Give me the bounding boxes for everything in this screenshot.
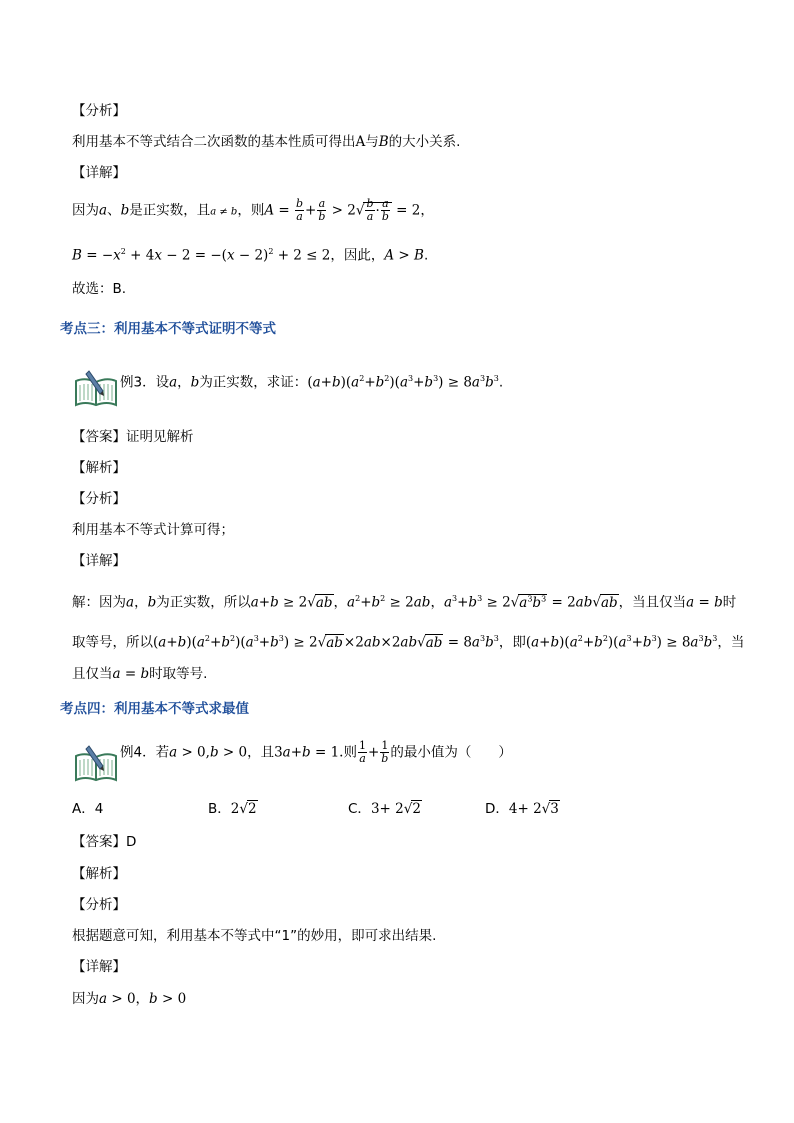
option-b: B．2√2 bbox=[208, 801, 257, 817]
book-pencil-icon bbox=[73, 742, 119, 782]
example-3-question: 例3．设a，b为正实数，求证：$(a+b)(a^2+b^2)(a^3+b^3) \ge 8a^3b^3$. bbox=[120, 374, 504, 391]
proof-line-1: 解：因为a，b为正实数，所以a+b ≥ 2√ab，$a^2+b^2 \ge 2ab$，$a^3+b^3 \ge 2√a^3b^3 = 2ab√ab$，当且仅当a = b时 bbox=[72, 594, 737, 611]
solution-label-3: 【解析】 bbox=[72, 460, 126, 476]
example-4-question: 例4．若a > 0,b > 0，且3a+b = 1.则 $\frac{1}{a}$ + $\frac{1}{b}$ 的最小值为（ ） bbox=[120, 739, 512, 765]
detail-label: 【详解】 bbox=[72, 165, 126, 181]
detail-text-4: 因为a > 0，b > 0 bbox=[72, 991, 187, 1007]
analysis-label-4: 【分析】 bbox=[72, 897, 126, 913]
option-d: D．4+ 2√3 bbox=[485, 801, 559, 817]
section-title-3: 考点三：利用基本不等式证明不等式 bbox=[60, 321, 276, 337]
option-c: C．3+ 2√2 bbox=[348, 801, 421, 817]
proof-line-3: 且仅当a = b时取等号. bbox=[72, 666, 208, 682]
analysis-text-4: 根据题意可知，利用基本不等式中“1”的妙用，即可求出结果. bbox=[72, 928, 437, 944]
answer-line-4: 【答案】D bbox=[72, 834, 137, 850]
detail-line-2: $B = -x^2 + 4x - 2 = -(x - 2)^2 + 2 \le 2$，因此，A > B. bbox=[72, 247, 429, 264]
analysis-text-3: 利用基本不等式计算可得； bbox=[72, 522, 234, 538]
solution-label-4: 【解析】 bbox=[72, 866, 126, 882]
detail-label-4: 【详解】 bbox=[72, 959, 126, 975]
option-a: A．4 bbox=[72, 801, 104, 817]
proof-line-2: 取等号，所以$(a+b)(a^2+b^2)(a^3+b^3) \ge 2√ab\times 2ab\times 2ab√ab = 8a^3b^3$，即$(a+b)(a^2+b^2)(a^3+b^3) \ge 8a^3b^3$，当 bbox=[72, 634, 745, 651]
analysis-text: 利用基本不等式结合二次函数的基本性质可得出A与B的大小关系. bbox=[72, 134, 461, 150]
choice-text: 故选：B. bbox=[72, 281, 127, 297]
analysis-label: 【分析】 bbox=[72, 103, 126, 119]
book-pencil-icon bbox=[73, 367, 119, 407]
analysis-label-3: 【分析】 bbox=[72, 491, 126, 507]
answer-line-3: 【答案】证明见解析 bbox=[72, 429, 194, 445]
detail-line-1: 因为a、b是正实数，且a ≠ b，则A = $\frac{b}{a}$ + $\frac{a}{b}$ > 2√ $\frac{b}{a}$ · $\frac{a}{b}$ = 2， bbox=[72, 197, 434, 223]
detail-label-3: 【详解】 bbox=[72, 553, 126, 569]
section-title-4: 考点四：利用基本不等式求最值 bbox=[60, 701, 249, 717]
